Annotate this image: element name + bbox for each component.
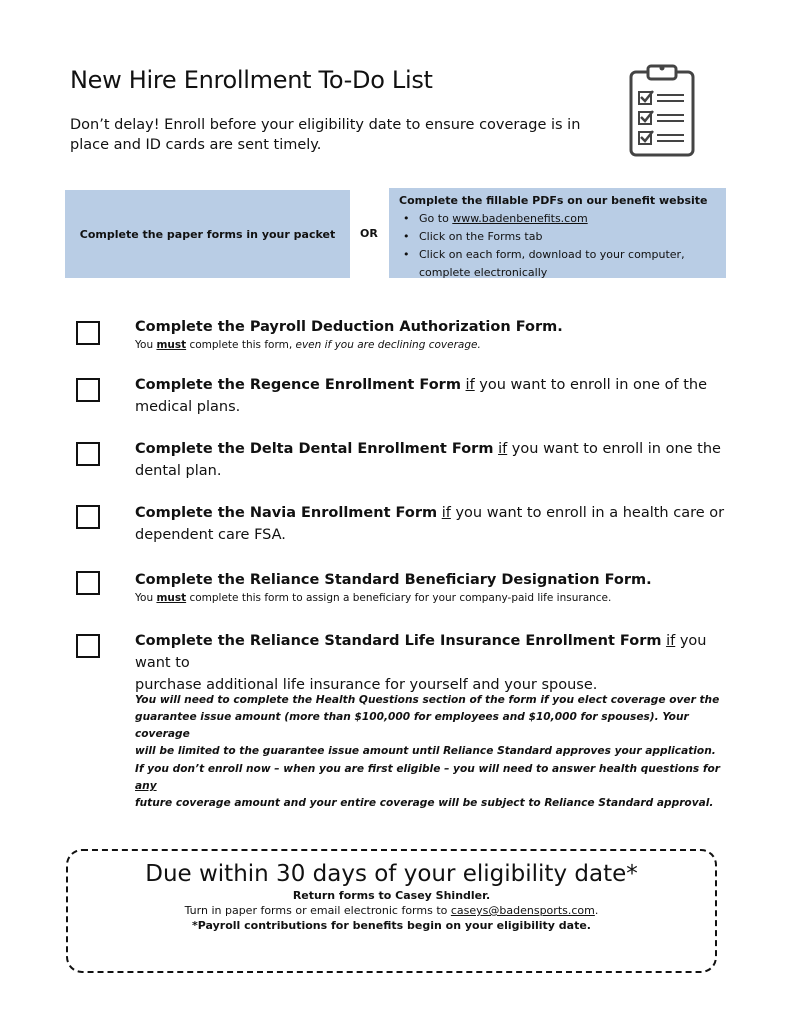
step-download-forms [413,246,718,264]
fillable-pdf-heading: Complete the fillable PDFs on our benefit website [399,194,708,207]
checkbox-delta-dental[interactable] [76,442,100,466]
todo-title: Complete the Navia Enrollment Form [135,505,438,521]
todo-beneficiary [135,569,735,604]
fillable-pdf-steps [399,210,718,264]
todo-title: Complete the Delta Dental Enrollment Form [135,441,494,457]
todo-regence: Complete the Regence Enrollment Form if you want to enroll in one of the medical plans. [135,377,708,415]
enroll-now-note: If you don’t enroll now – when you are first eligible – you will need to answer health questions for any future coverage amount and your entire coverage will be subject to Reliance Standard approval. [135,763,720,809]
step-text: Go to [419,212,453,225]
todo-subtext: You must complete this form, even if you are declining coverage. [135,339,481,351]
todo-payroll-deduction [135,316,735,351]
due-heading: Due within 30 days of your eligibility date* [145,861,638,887]
todo-navia: Complete the Navia Enrollment Form if you want to enroll in a health care or dependent care FSA. [135,505,725,543]
step-go-to-site [413,210,718,228]
due-date-box [66,849,717,973]
todo-delta-dental: Complete the Delta Dental Enrollment Form if you want to enroll in one the dental plan. [135,441,721,479]
fillable-pdf-option [389,188,726,278]
todo-title: Complete the Payroll Deduction Authorization Form. [135,319,563,335]
benefit-website-link[interactable]: www.badenbenefits.com [452,212,588,225]
todo-life-insurance: Complete the Reliance Standard Life Insurance Enrollment Form if you want to purchase additional life insurance for yourself and your spouse. [135,633,707,693]
todo-title: Complete the Reliance Standard Life Insurance Enrollment Form [135,633,662,649]
todo-title: Complete the Regence Enrollment Form [135,377,461,393]
submit-instructions: Turn in paper forms or email electronic forms to caseys@badensports.com. [184,904,599,917]
or-separator: OR [360,227,378,240]
paper-forms-label: Complete the paper forms in your packet [79,227,336,241]
page-title: New Hire Enrollment To-Do List [70,66,433,94]
return-forms-text: Return forms to Casey Shindler. [292,889,491,902]
checkbox-life-insurance[interactable] [76,634,100,658]
payroll-footnote: *Payroll contributions for benefits begin on your eligibility date. [192,919,591,932]
paper-forms-option [65,190,350,278]
checkbox-payroll-deduction[interactable] [76,321,100,345]
step-text: Click on each form, download to your computer, [419,248,685,261]
step-download-continued: complete electronically [419,266,548,279]
step-forms-tab: • Click on the Forms tab [413,228,718,246]
checkbox-regence[interactable] [76,378,100,402]
todo-subtext: You must complete this form to assign a beneficiary for your company-paid life insurance. [135,592,612,604]
health-questions-note: You will need to complete the Health Questions section of the form if you elect coverage over the guarantee issue amount (more than $100,000 for employees and $10,000 for spouses). Your coverage will be limited to the guarantee issue amount until Reliance Standard approves your application. [135,694,720,757]
clipboard-checklist-icon [628,62,696,158]
checkbox-navia[interactable] [76,505,100,529]
email-link[interactable]: caseys@badensports.com [450,904,595,917]
checkbox-beneficiary[interactable] [76,571,100,595]
todo-title: Complete the Reliance Standard Beneficiary Designation Form. [135,572,652,588]
intro-text: Don’t delay! Enroll before your eligibility date to ensure coverage is in place and ID cards are sent timely. [70,117,581,153]
